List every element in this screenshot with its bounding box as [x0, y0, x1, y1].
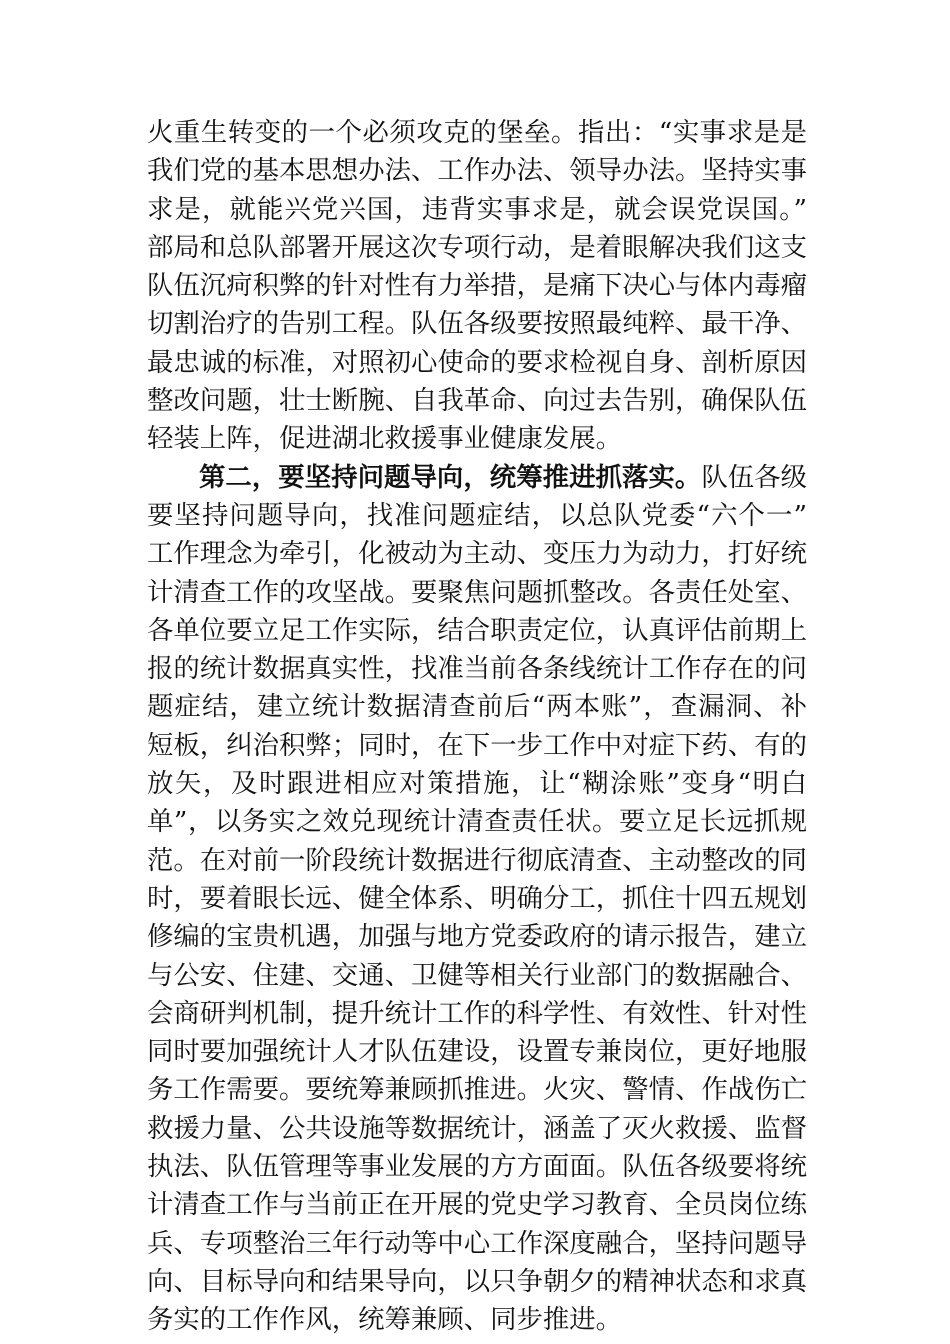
paragraph-2	[147, 459, 807, 1340]
text-line: 轻装上阵，促进湖北救援事业健康发展。	[147, 423, 623, 455]
text-line: 务实的工作作风，统筹兼顾、同步推进。	[147, 1304, 623, 1336]
document-body	[147, 114, 807, 1340]
text-line: 要坚持问题导向，找准问题症结，以总队党委“六个一”	[147, 499, 807, 531]
text-line: 修编的宝贵机遇，加强与地方党委政府的请示报告，建立	[147, 921, 807, 953]
text-line: 整改问题，壮士断腕、自我革命、向过去告别，确保队伍	[147, 385, 807, 417]
text-line: 部局和总队部署开展这次专项行动，是着眼解决我们这支	[147, 231, 807, 263]
text-line: 工作理念为牵引，化被动为主动、变压力为动力，打好统	[147, 538, 807, 570]
heading-trailing-text: 队伍各级	[701, 461, 808, 493]
text-line: 短板，纠治积弊；同时，在下一步工作中对症下药、有的	[147, 729, 807, 761]
paragraph-first-line	[147, 459, 807, 497]
text-line: 向、目标导向和结果导向，以只争朝夕的精神状态和求真	[147, 1265, 807, 1297]
text-line: 与公安、住建、交通、卫健等相关行业部门的数据融合、	[147, 959, 807, 991]
text-line: 计清查工作的攻坚战。要聚焦问题抓整改。各责任处室、	[147, 576, 807, 608]
text-line: 执法、队伍管理等事业发展的方方面面。队伍各级要将统	[147, 1151, 807, 1183]
section-heading: 第二，要坚持问题导向，统筹推进抓落实。	[199, 461, 702, 493]
text-line: 救援力量、公共设施等数据统计，涵盖了灭火救援、监督	[147, 1112, 807, 1144]
text-line: 报的统计数据真实性，找准当前各条线统计工作存在的问	[147, 653, 807, 685]
text-line: 火重生转变的一个必须攻克的堡垒。指出：“实事求是是	[147, 117, 807, 148]
paragraph-1	[147, 114, 807, 459]
text-line: 同时要加强统计人才队伍建设，设置专兼岗位，更好地服	[147, 1036, 807, 1068]
text-line: 题症结，建立统计数据清查前后“两本账”，查漏洞、补	[147, 691, 807, 723]
text-line: 范。在对前一阶段统计数据进行彻底清查、主动整改的同	[147, 844, 807, 876]
text-line: 会商研判机制，提升统计工作的科学性、有效性、针对性	[147, 997, 807, 1029]
text-line: 兵、专项整治三年行动等中心工作深度融合，坚持问题导	[147, 1227, 807, 1259]
text-line: 我们党的基本思想办法、工作办法、领导办法。坚持实事	[147, 155, 807, 187]
text-line: 单”，以务实之效兑现统计清查责任状。要立足长远抓规	[147, 806, 807, 838]
text-line: 求是，就能兴党兴国，违背实事求是，就会误党误国。”	[147, 193, 807, 225]
text-line: 各单位要立足工作实际，结合职责定位，认真评估前期上	[147, 614, 807, 646]
text-line: 计清查工作与当前正在开展的党史学习教育、全员岗位练	[147, 1189, 807, 1221]
text-line: 务工作需要。要统筹兼顾抓推进。火灾、警情、作战伤亡	[147, 1074, 807, 1106]
text-line: 时，要着眼长远、健全体系、明确分工，抓住十四五规划	[147, 882, 807, 914]
text-line: 切割治疗的告别工程。队伍各级要按照最纯粹、最干净、	[147, 308, 807, 340]
text-line: 最忠诚的标准，对照初心使命的要求检视自身、剖析原因	[147, 346, 807, 378]
text-line: 放矢，及时跟进相应对策措施，让“糊涂账”变身“明白	[147, 768, 807, 800]
text-line: 队伍沉疴积弊的针对性有力举措，是痛下决心与体内毒瘤	[147, 270, 807, 302]
